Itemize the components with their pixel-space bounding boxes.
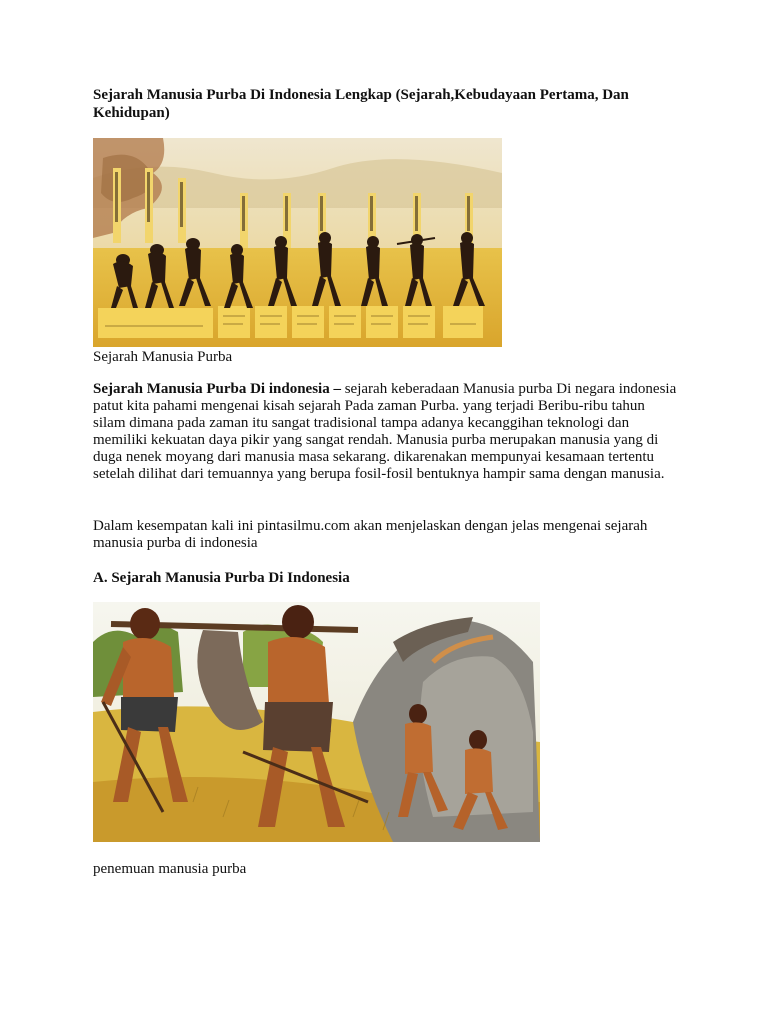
hunters-illustration [93,602,540,842]
paragraph-2: Dalam kesempatan kali ini pintasilmu.com akan menjelaskan dengan jelas mengenai sejarah manusia purba di indonesia [93,518,648,551]
figure1-caption: Sejarah Manusia Purba [93,349,233,365]
intro-body: sejarah keberadaan Manusia purba Di negara indonesia patut kita pahami mengenai kisah sejarah Pada zaman Purba. yang terjadi Beribu-ribu tahun silam dimana pada zaman itu sangat tradisional tampa adanya kecanggihan teknologi dan memiliki kekuatan daya pikir yang sangat rendah. Manusia purba merupakan manusia yang di duga nenek moyang dari manusia masa sekarang. dikarenakan mempunyai kesamaan tertentu setelah dilihat dari temuannya yang berupa fosil-fosil bentuknya hampir sama dengan manusia. [93,381,677,482]
evolution-illustration [93,138,502,347]
figure2-caption: penemuan manusia purba [93,861,247,877]
document-title: Sejarah Manusia Purba Di Indonesia Lengkap (Sejarah,Kebudayaan Pertama, Dan Kehidupan) [93,87,629,121]
intro-paragraph [93,381,678,483]
hunters-illustration-svg [93,602,540,842]
intro-dash: – [329,381,345,397]
section-a-heading: A. Sejarah Manusia Purba Di Indonesia [93,570,350,586]
evolution-illustration-svg [93,138,502,347]
intro-lead: Sejarah Manusia Purba Di indonesia [93,381,330,397]
